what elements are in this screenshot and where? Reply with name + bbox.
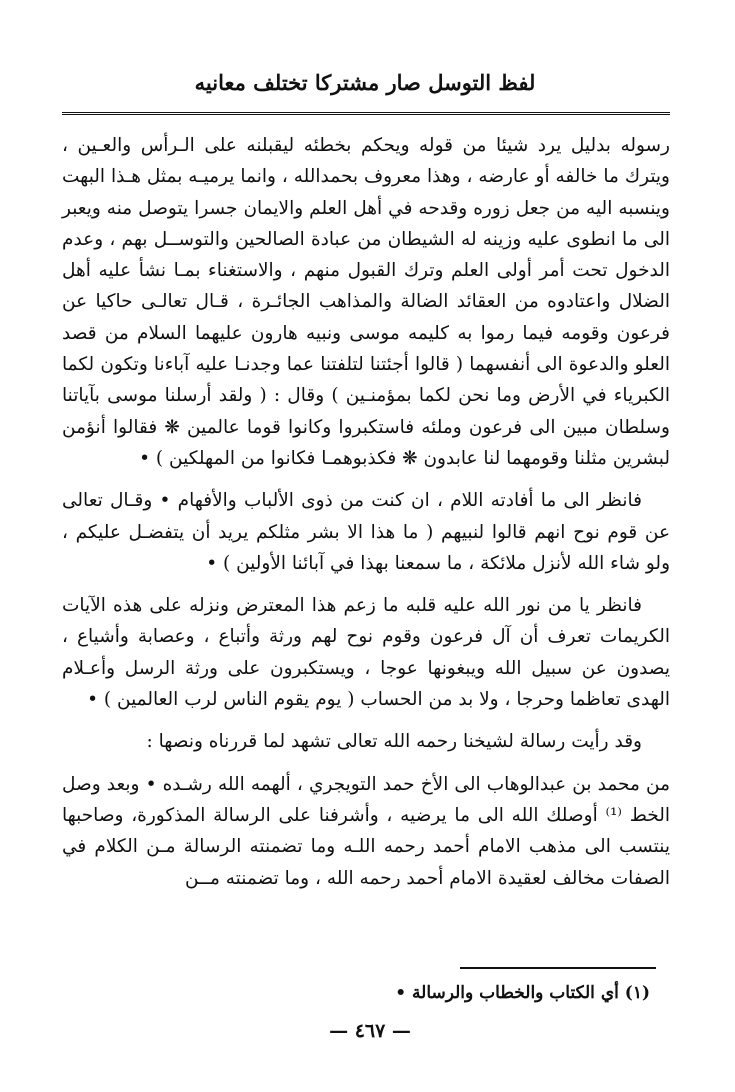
running-header: لفظ التوسل صار مشتركا تختلف معانيه <box>194 70 536 95</box>
page-number: — ٤٦٧ — <box>329 1020 411 1042</box>
footnote: (١) أي الكتاب والخطاب والرسالة • <box>395 983 650 1003</box>
paragraph-3: فانظر يا من نور الله عليه قلبه ما زعم هذا المعترض ونزله على هذه الآيات الكريمات تعرف أن آل فرعون وقوم نوح لهم ورثة وأتباع ، وعصابة وأشياع ، يصدون عن سبيل الله ويبغونها عوجا ، ويستكبرون على ورثة الرسل وأعـلام الهدى تعاظما وحرجا ، ولا بد من الحساب ( يوم يقوم الناس لرب العالمين ) • <box>62 595 670 711</box>
paragraph-1: رسوله بدليل يرد شيئا من قوله ويحكم بخطئه ليقبلنه على الـرأس والعـين ، ويترك ما خالفه أو عارضه ، وهذا معروف بحمدالله ، وانما يرميـه بمثل هـذا البهت وينسبه اليه من جعل زوره وقدحه في أهل العلم والايمان جسرا يتوصل منه ويعبر الى ما انطوى عليه وزينه له الشيطان من عبادة الصالحين والتوســل بهم ، وعدم الدخول تحت أمر أولى العلم وترك القبول منهم ، والاستغناء بمـا نشأ عليه أهل الضلال واعتادوه من العقائد الضالة والمذاهب الجائـرة ، قـال تعالـى حاكيا عن فرعون وقومه فيما رموا به كليمه موسى ونبيه هارون عليهما السلام من قصد العلو والدعوة الى أنفسهما ( قالوا أجئتنا لتلفتنا عما وجدنـا عليه آباءنا وتكون لكما الكبرياء في الأرض وما نحن لكما بمؤمنـين ) وقال : ( ولقد أرسلنا موسى بآياتنا وسلطان مبين الى فرعون وملئه فاستكبروا وكانوا قوما عالمين ❋ فقالوا أنؤمن لبشرين مثلنا وقومهما لنا عابدون ❋ فكذبوهمـا فكانوا من المهلكين ) • <box>62 135 670 469</box>
paragraph-5: من محمد بن عبدالوهاب الى الأخ حمد التويجري ، ألهمه الله رشـده • وبعد وصل الخط ⁽¹⁾ أوصلك الله الى ما يرضيه ، وأشرفنا على الرسالة المذكورة، وصاحبها ينتسب الى مذهب الامام أحمد رحمه اللـه وما تضمنته الرسالة مـن الكلام في الصفات مخالف لعقيدة الامام أحمد رحمه الله ، وما تضمنته مــن <box>62 773 670 889</box>
paragraph-4: وقد رأيت رسالة لشيخنا رحمه الله تعالى تشهد لما قررناه ونصها : <box>146 731 642 753</box>
header-divider <box>62 112 670 115</box>
footnote-divider <box>460 967 656 969</box>
paragraph-2: فانظر الى ما أفادته اللام ، ان كنت من ذوى الألباب والأفهام • وقـال تعالى عن قوم نوح انهم قالوا لنبيهم ( ما هذا الا بشر مثلكم يريد أن يتفضـل عليكم ، ولو شاء الله لأنزل ملائكة ، ما سمعنا بهذا في آبائنا الأولين ) • <box>62 490 670 574</box>
main-text <box>62 130 670 894</box>
